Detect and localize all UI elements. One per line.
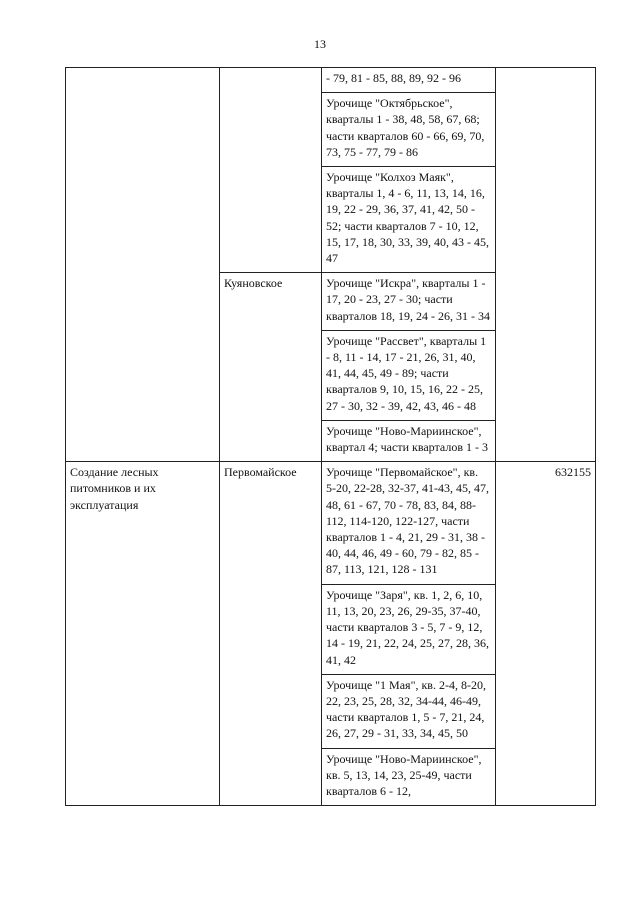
page-number: 13: [314, 37, 326, 51]
district-cell: Куяновское: [220, 273, 322, 462]
code-cell: 632155: [496, 462, 596, 806]
table-row: [66, 68, 596, 93]
area-cell: Урочище "1 Мая", кв. 2-4, 8-20, 22, 23, 25, 28, 32, 34-44, 46-49, части кварталов 1, 5 - 7, 21, 24, 26, 27, 29 - 31, 33, 34, 45, 50: [322, 674, 496, 748]
activity-cell: Создание лесных питомников и их эксплуатация: [66, 462, 220, 806]
area-cell: Урочище "Первомайское", кв. 5-20, 22-28, 32-37, 41-43, 45, 47, 48, 61 - 67, 70 - 78, 83, 84, 88-112, 114-120, 122-127, части кварталов 1 - 4, 21, 29 - 31, 38 - 40, 44, 46, 49 - 60, 79 - 82, 85 - 87, 113, 121, 128 - 131: [322, 462, 496, 584]
area-cell: Урочище "Ново-Мариинское", квартал 4; части кварталов 1 - 3: [322, 420, 496, 461]
land-allocation-table: [65, 67, 596, 806]
area-cell: Урочище "Ново-Мариинское", кв. 5, 13, 14, 23, 25-49, части кварталов 6 - 12,: [322, 748, 496, 806]
activity-cell: [66, 68, 220, 462]
area-cell: Урочище "Рассвет", кварталы 1 - 8, 11 - 14, 17 - 21, 26, 31, 40, 41, 44, 45, 49 - 89; части кварталов 9, 10, 15, 16, 22 - 25, 27 - 30, 32 - 39, 42, 43, 46 - 48: [322, 330, 496, 420]
area-cell: Урочище "Колхоз Маяк", кварталы 1, 4 - 6, 11, 13, 14, 16, 19, 22 - 29, 36, 37, 41, 42, 50 - 52; части кварталов 7 - 10, 12, 15, 17, 18, 30, 33, 39, 40, 43 - 45, 47: [322, 167, 496, 273]
code-cell: [496, 68, 596, 462]
area-cell: Урочище "Октябрьское", кварталы 1 - 38, 48, 58, 67, 68; части кварталов 60 - 66, 69, 70, 73, 75 - 77, 79 - 86: [322, 93, 496, 167]
area-cell: Урочище "Заря", кв. 1, 2, 6, 10, 11, 13, 20, 23, 26, 29-35, 37-40, части кварталов 3 - 5, 7 - 9, 12, 14 - 19, 21, 22, 24, 25, 27, 28, 36, 41, 42: [322, 584, 496, 674]
district-cell: Первомайское: [220, 462, 322, 806]
area-cell: Урочище "Искра", кварталы 1 - 17, 20 - 23, 27 - 30; части кварталов 18, 19, 24 - 26, 31 - 34: [322, 273, 496, 331]
district-cell: [220, 68, 322, 273]
area-cell: - 79, 81 - 85, 88, 89, 92 - 96: [322, 68, 496, 93]
table-row: [66, 462, 596, 584]
